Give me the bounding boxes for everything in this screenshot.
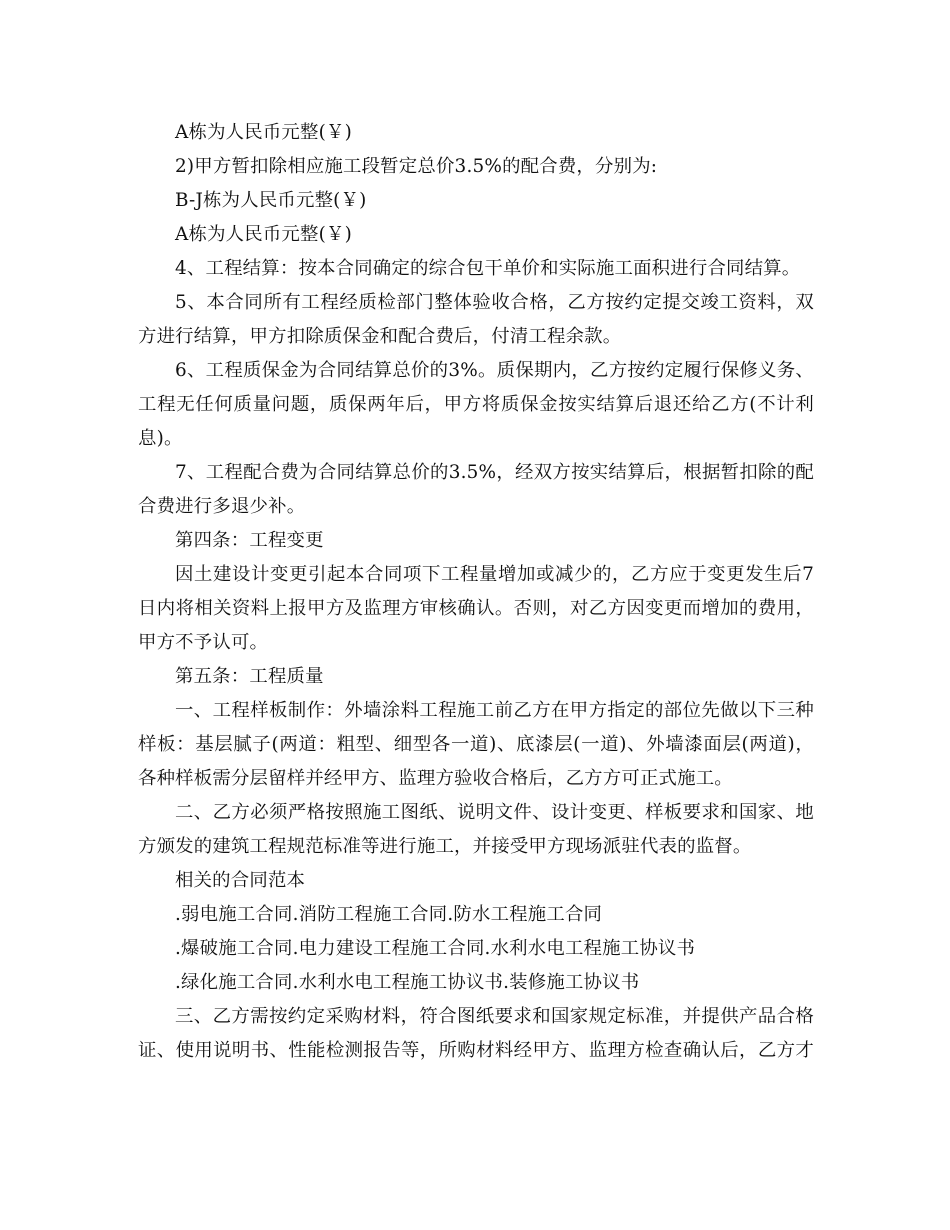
paragraph-line: 2)甲方暂扣除相应施工段暂定总价3.5%的配合费，分别为: bbox=[175, 156, 658, 177]
paragraph-line: 第四条：工程变更 bbox=[175, 530, 324, 551]
paragraph-line: 甲方不予认可。 bbox=[138, 632, 269, 653]
paragraph-line: 二、乙方必须严格按照施工图纸、说明文件、设计变更、样板要求和国家、地 bbox=[175, 802, 814, 823]
paragraph-line: 6、工程质保金为合同结算总价的3%。质保期内，乙方按约定履行保修义务、 bbox=[175, 360, 814, 381]
paragraph-line: 方进行结算，甲方扣除质保金和配合费后，付清工程余款。 bbox=[138, 326, 622, 347]
paragraph-line: .绿化施工合同.水利水电工程施工协议书.装修施工协议书 bbox=[175, 972, 640, 993]
paragraph-line: 5、本合同所有工程经质检部门整体验收合格，乙方按约定提交竣工资料，双 bbox=[175, 292, 814, 313]
paragraph-line: A栋为人民币元整(￥) bbox=[175, 122, 352, 143]
paragraph-line: 合费进行多退少补。 bbox=[138, 496, 306, 517]
paragraph-line: .爆破施工合同.电力建设工程施工合同.水利水电工程施工协议书 bbox=[175, 938, 696, 959]
paragraph-line: 三、乙方需按约定采购材料，符合图纸要求和国家规定标准，并提供产品合格 bbox=[175, 1006, 814, 1027]
paragraph-line: .弱电施工合同.消防工程施工合同.防水工程施工合同 bbox=[175, 904, 603, 925]
document-body bbox=[138, 116, 814, 1068]
paragraph-line: 息)。 bbox=[138, 428, 183, 449]
paragraph-line: 因土建设计变更引起本合同项下工程量增加或减少的，乙方应于变更发生后7 bbox=[175, 564, 814, 585]
paragraph-line: 各种样板需分层留样并经甲方、监理方验收合格后，乙方方可正式施工。 bbox=[138, 768, 733, 789]
paragraph-line: 工程无任何质量问题，质保两年后，甲方将质保金按实结算后退还给乙方(不计利 bbox=[138, 394, 814, 415]
paragraph-line: 4、工程结算：按本合同确定的综合包干单价和实际施工面积进行合同结算。 bbox=[175, 258, 801, 279]
paragraph-line: B-J栋为人民币元整(￥) bbox=[175, 190, 367, 211]
paragraph-line: 一、工程样板制作：外墙涂料工程施工前乙方在甲方指定的部位先做以下三种 bbox=[175, 700, 814, 721]
paragraph-line: A栋为人民币元整(￥) bbox=[175, 224, 352, 245]
paragraph-line: 第五条：工程质量 bbox=[175, 666, 324, 687]
paragraph-line: 日内将相关资料上报甲方及监理方审核确认。否则，对乙方因变更而增加的费用， bbox=[138, 598, 814, 619]
paragraph-line: 7、工程配合费为合同结算总价的3.5%，经双方按实结算后，根据暂扣除的配 bbox=[175, 462, 814, 483]
paragraph-line: 相关的合同范本 bbox=[175, 870, 306, 891]
paragraph-line: 方颁发的建筑工程规范标准等进行施工，并接受甲方现场派驻代表的监督。 bbox=[138, 836, 752, 857]
paragraph-line: 证、使用说明书、性能检测报告等，所购材料经甲方、监理方检查确认后，乙方才 bbox=[138, 1040, 814, 1061]
paragraph-line: 样板：基层腻子(两道：粗型、细型各一道)、底漆层(一道)、外墙漆面层(两道)， bbox=[138, 734, 814, 755]
